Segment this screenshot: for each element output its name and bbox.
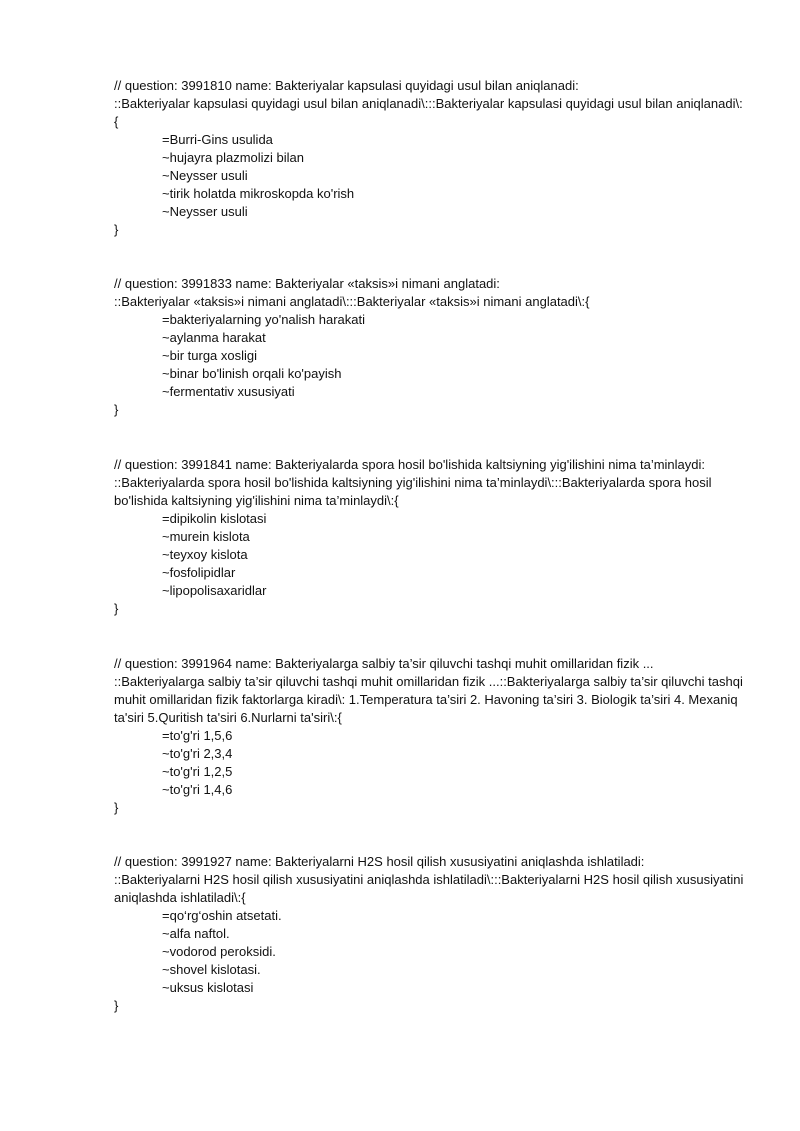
closing-brace: } <box>114 998 119 1013</box>
answer-option: ~aylanma harakat <box>162 330 266 345</box>
answer-option-correct: =dipikolin kislotasi <box>162 511 267 526</box>
answer-option: ~tirik holatda mikroskopda ko'rish <box>162 186 355 201</box>
question-block-3991927 <box>114 853 744 1015</box>
answer-option: ~hujayra plazmolizi bilan <box>162 150 304 165</box>
answer-option-correct: =Burri-Gins usulida <box>162 132 273 147</box>
answer-option: ~fermentativ xususiyati <box>162 384 295 399</box>
answer-option: ~to'g'ri 1,2,5 <box>162 764 233 779</box>
question-body: ::Bakteriyalar «taksis»i nimani anglatadi\:::Bakteriyalar «taksis»i nimani anglatadi\:{ <box>114 294 590 309</box>
question-block-3991964 <box>114 655 744 817</box>
answer-option: ~murein kislota <box>162 529 250 544</box>
closing-brace: } <box>114 222 119 237</box>
answer-option: ~binar bo'linish orqali ko'payish <box>162 366 342 381</box>
answer-option: ~bir turga xosligi <box>162 348 258 363</box>
answer-option: ~to'g'ri 2,3,4 <box>162 746 233 761</box>
answer-option: ~fosfolipidlar <box>162 565 236 580</box>
question-header: // question: 3991927 name: Bakteriyalarni H2S hosil qilish xususiyatini aniqlashda ishlatiladi: <box>114 854 645 869</box>
question-block-3991833 <box>114 275 744 419</box>
question-header: // question: 3991810 name: Bakteriyalar kapsulasi quyidagi usul bilan aniqlanadi: <box>114 78 579 93</box>
question-body: ::Bakteriyalar kapsulasi quyidagi usul bilan aniqlanadi\:::Bakteriyalar kapsulasi quyidagi usul bilan aniqlanadi\:{ <box>114 96 743 129</box>
question-header: // question: 3991964 name: Bakteriyalarga salbiy ta’sir qiluvchi tashqi muhit omillaridan fizik ... <box>114 656 654 671</box>
answer-option: ~Neysser usuli <box>162 204 248 219</box>
closing-brace: } <box>114 601 119 616</box>
answer-option: ~lipopolisaxaridlar <box>162 583 267 598</box>
answer-option: ~Neysser usuli <box>162 168 248 183</box>
question-body: ::Bakteriyalarni H2S hosil qilish xususiyatini aniqlashda ishlatiladi\:::Bakteriyalarni H2S hosil qilish xususiyatini aniqlashda ishlatiladi\:{ <box>114 872 744 905</box>
question-header: // question: 3991833 name: Bakteriyalar «taksis»i nimani anglatadi: <box>114 276 500 291</box>
question-body: ::Bakteriyalarga salbiy ta’sir qiluvchi tashqi muhit omillaridan fizik ...::Bakteriyalarga salbiy ta’sir qiluvchi tashqi muhit omillaridan fizik faktorlarga kiradi\: 1.Temperatura ta’siri 2. Havoning ta’siri 3. Biologik ta’siri 4. Mexaniq ta'siri 5.Quritish ta'siri 6.Nurlarni ta'siri\:{ <box>114 674 743 725</box>
answer-option: ~alfa naftol. <box>162 926 230 941</box>
question-body: ::Bakteriyalarda spora hosil bo'lishida kaltsiyning yig'ilishini nima ta’minlaydi\:::Bakteriyalarda spora hosil bo'lishida kaltsiyning yig'ilishini nima ta’minlaydi\:{ <box>114 475 712 508</box>
answer-option: ~vodorod peroksidi. <box>162 944 276 959</box>
question-block-3991841 <box>114 456 744 618</box>
answer-option-correct: =to'g'ri 1,5,6 <box>162 728 233 743</box>
answer-option: ~to'g'ri 1,4,6 <box>162 782 233 797</box>
question-header: // question: 3991841 name: Bakteriyalarda spora hosil bo'lishida kaltsiyning yig'ilishini nima ta’minlaydi: <box>114 457 706 472</box>
closing-brace: } <box>114 800 119 815</box>
question-block-3991810 <box>114 77 744 239</box>
answer-option: ~teyxoy kislota <box>162 547 248 562</box>
answer-option: ~shovel kislotasi. <box>162 962 261 977</box>
answer-option-correct: =qo‘rg‘oshin atsetati. <box>162 908 282 923</box>
answer-option: ~uksus kislotasi <box>162 980 254 995</box>
answer-option-correct: =bakteriyalarning yo'nalish harakati <box>162 312 366 327</box>
closing-brace: } <box>114 402 119 417</box>
